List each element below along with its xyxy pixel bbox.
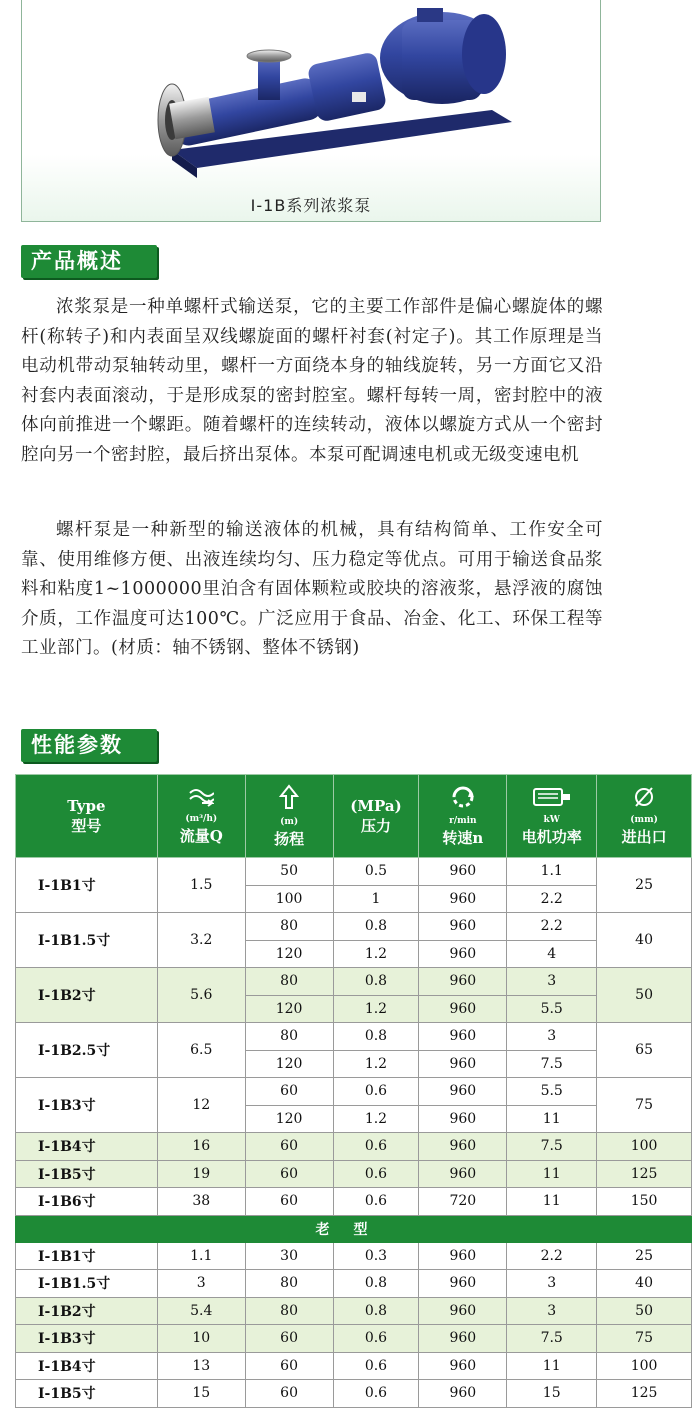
cell-type: I-1B2寸 <box>16 968 158 1023</box>
cell-pressure: 0.6 <box>333 1380 419 1408</box>
cell-flow: 3.2 <box>157 913 245 968</box>
section-title-overview: 产品概述 <box>21 245 157 278</box>
cell-head: 120 <box>245 995 333 1023</box>
cell-pressure: 1.2 <box>333 995 419 1023</box>
overview-paragraph-2: 螺杆泵是一种新型的输送液体的机械，具有结构简单、工作安全可靠、使用维修方便、出液连续均匀、压力稳定等优点。可用于输送食品浆料和粘度1~1000000里泊含有固体颗粒或胶块的溶液浆，悬浮液的腐蚀介质，工作温度可达100℃。广泛应用于食品、冶金、化工、环保工程等工业部门。(材质：轴不锈钢、整体不锈钢) <box>21 520 603 659</box>
rotation-icon <box>448 785 478 809</box>
cell-type: I-1B1寸 <box>16 858 158 913</box>
cell-head: 80 <box>245 1023 333 1051</box>
cell-pressure: 0.6 <box>333 1325 419 1353</box>
cell-power: 15 <box>507 1380 597 1408</box>
cell-head: 100 <box>245 885 333 913</box>
header-flow-unit: (m³/h) <box>185 813 218 824</box>
overview-paragraph-1: 浓浆泵是一种单螺杆式输送泵，它的主要工作部件是偏心螺旋体的螺杆(称转子)和内表面呈双线螺旋面的螺杆衬套(衬定子)。其工作原理是当电动机带动泵轴转动里，螺杆一方面绕本身的轴线旋转，另一方面它又沿衬套内表面滚动，于是形成泵的密封腔室。螺杆每转一周，密封腔中的液体向前推进一个螺距。随着螺杆的连续转动，液体以螺旋方式从一个密封腔向另一个密封腔，最后挤出泵体。本泵可配调速电机或无级变速电机 <box>21 297 603 465</box>
cell-speed: 960 <box>419 1242 507 1270</box>
old-type-divider-row <box>16 1215 692 1242</box>
cell-power: 2.2 <box>507 885 597 913</box>
cell-head: 120 <box>245 940 333 968</box>
cell-pressure: 0.8 <box>333 913 419 941</box>
cell-head: 120 <box>245 1105 333 1133</box>
cell-pressure: 0.6 <box>333 1160 419 1188</box>
cell-speed: 960 <box>419 913 507 941</box>
cell-head: 60 <box>245 1188 333 1216</box>
cell-pressure: 0.6 <box>333 1133 419 1161</box>
cell-head: 80 <box>245 913 333 941</box>
cell-power: 11 <box>507 1188 597 1216</box>
cell-port: 75 <box>597 1078 692 1133</box>
cell-head: 50 <box>245 858 333 886</box>
diameter-icon <box>633 786 655 808</box>
table-row <box>16 913 692 941</box>
cell-type: I-1B6寸 <box>16 1188 158 1216</box>
header-port-unit: (mm) <box>630 814 658 825</box>
cell-flow: 15 <box>157 1380 245 1408</box>
cell-pressure: 1 <box>333 885 419 913</box>
header-speed-unit: r/min <box>449 815 477 826</box>
cell-flow: 5.4 <box>157 1297 245 1325</box>
cell-head: 60 <box>245 1133 333 1161</box>
table-row <box>16 1188 692 1216</box>
cell-head: 80 <box>245 1270 333 1298</box>
table-row <box>16 1380 692 1408</box>
table-row <box>16 1133 692 1161</box>
header-head-unit: (m) <box>280 816 299 827</box>
cell-power: 7.5 <box>507 1133 597 1161</box>
cell-head: 80 <box>245 1297 333 1325</box>
cell-type: I-1B1.5寸 <box>16 913 158 968</box>
cell-pressure: 0.6 <box>333 1188 419 1216</box>
cell-port: 125 <box>597 1160 692 1188</box>
header-type-cn: 型号 <box>71 816 102 835</box>
cell-pressure: 1.2 <box>333 1105 419 1133</box>
cell-head: 30 <box>245 1242 333 1270</box>
cell-flow: 38 <box>157 1188 245 1216</box>
cell-port: 40 <box>597 913 692 968</box>
table-row <box>16 968 692 996</box>
cell-type: I-1B5寸 <box>16 1160 158 1188</box>
cell-power: 4 <box>507 940 597 968</box>
cell-type: I-1B5寸 <box>16 1380 158 1408</box>
cell-power: 2.2 <box>507 1242 597 1270</box>
table-row <box>16 1023 692 1051</box>
cell-power: 3 <box>507 1023 597 1051</box>
cell-head: 60 <box>245 1352 333 1380</box>
cell-power: 11 <box>507 1160 597 1188</box>
motor-icon <box>532 786 572 808</box>
cell-speed: 960 <box>419 885 507 913</box>
pump-illustration <box>22 0 601 222</box>
cell-flow: 10 <box>157 1325 245 1353</box>
cell-head: 60 <box>245 1325 333 1353</box>
header-pressure-label: 压力 <box>360 816 391 835</box>
cell-pressure: 0.3 <box>333 1242 419 1270</box>
cell-flow: 5.6 <box>157 968 245 1023</box>
cell-power: 3 <box>507 1270 597 1298</box>
table-row <box>16 1325 692 1353</box>
cell-port: 50 <box>597 1297 692 1325</box>
cell-type: I-1B2.5寸 <box>16 1023 158 1078</box>
cell-port: 100 <box>597 1352 692 1380</box>
table-row <box>16 1297 692 1325</box>
cell-power: 7.5 <box>507 1050 597 1078</box>
cell-speed: 960 <box>419 1160 507 1188</box>
cell-flow: 1.5 <box>157 858 245 913</box>
cell-speed: 960 <box>419 1105 507 1133</box>
cell-power: 3 <box>507 968 597 996</box>
cell-power: 2.2 <box>507 913 597 941</box>
cell-power: 1.1 <box>507 858 597 886</box>
cell-pressure: 0.8 <box>333 1023 419 1051</box>
cell-port: 25 <box>597 1242 692 1270</box>
header-head-label: 扬程 <box>274 829 305 848</box>
cell-pressure: 0.6 <box>333 1078 419 1106</box>
cell-port: 25 <box>597 858 692 913</box>
cell-power: 7.5 <box>507 1325 597 1353</box>
cell-port: 75 <box>597 1325 692 1353</box>
flow-icon <box>188 787 214 807</box>
cell-pressure: 0.8 <box>333 968 419 996</box>
cell-pressure: 1.2 <box>333 1050 419 1078</box>
header-type <box>16 775 158 858</box>
header-pressure-unit: (MPa) <box>350 796 402 815</box>
old-type-label: 老型 <box>16 1215 692 1242</box>
cell-speed: 960 <box>419 1297 507 1325</box>
cell-head: 120 <box>245 1050 333 1078</box>
cell-pressure: 0.8 <box>333 1270 419 1298</box>
cell-speed: 960 <box>419 1023 507 1051</box>
header-flow-label: 流量Q <box>179 826 223 845</box>
table-row <box>16 858 692 886</box>
cell-speed: 960 <box>419 940 507 968</box>
header-speed <box>419 775 507 858</box>
cell-power: 5.5 <box>507 995 597 1023</box>
cell-speed: 960 <box>419 968 507 996</box>
cell-power: 5.5 <box>507 1078 597 1106</box>
cell-power: 11 <box>507 1105 597 1133</box>
header-port-label: 进出口 <box>621 827 667 846</box>
cell-type: I-1B2寸 <box>16 1297 158 1325</box>
header-pressure <box>333 775 419 858</box>
cell-head: 60 <box>245 1380 333 1408</box>
cell-flow: 16 <box>157 1133 245 1161</box>
cell-speed: 960 <box>419 1050 507 1078</box>
section-title-params: 性能参数 <box>21 729 157 762</box>
cell-type: I-1B1寸 <box>16 1242 158 1270</box>
product-image-frame <box>21 0 601 222</box>
cell-flow: 13 <box>157 1352 245 1380</box>
cell-power: 11 <box>507 1352 597 1380</box>
cell-speed: 960 <box>419 1078 507 1106</box>
header-flow <box>157 775 245 858</box>
cell-type: I-1B1.5寸 <box>16 1270 158 1298</box>
header-head <box>245 775 333 858</box>
cell-flow: 12 <box>157 1078 245 1133</box>
cell-flow: 3 <box>157 1270 245 1298</box>
table-row <box>16 1242 692 1270</box>
cell-speed: 960 <box>419 858 507 886</box>
cell-speed: 960 <box>419 1352 507 1380</box>
header-speed-label: 转速n <box>442 828 484 847</box>
cell-head: 80 <box>245 968 333 996</box>
cell-port: 100 <box>597 1133 692 1161</box>
cell-port: 125 <box>597 1380 692 1408</box>
cell-pressure: 0.5 <box>333 858 419 886</box>
cell-type: I-1B4寸 <box>16 1133 158 1161</box>
cell-flow: 6.5 <box>157 1023 245 1078</box>
cell-port: 65 <box>597 1023 692 1078</box>
table-row <box>16 1352 692 1380</box>
cell-type: I-1B3寸 <box>16 1078 158 1133</box>
cell-pressure: 0.8 <box>333 1297 419 1325</box>
table-row <box>16 1160 692 1188</box>
header-power <box>507 775 597 858</box>
header-type-en: Type <box>67 796 106 815</box>
cell-speed: 960 <box>419 995 507 1023</box>
cell-port: 40 <box>597 1270 692 1298</box>
spec-table-body <box>16 858 692 1408</box>
spec-table-header-row <box>16 775 692 858</box>
cell-power: 3 <box>507 1297 597 1325</box>
cell-flow: 19 <box>157 1160 245 1188</box>
header-power-label: 电机功率 <box>521 827 582 846</box>
product-caption: I-1B系列浓浆泵 <box>250 196 372 215</box>
cell-port: 50 <box>597 968 692 1023</box>
cell-type: I-1B4寸 <box>16 1352 158 1380</box>
spec-table <box>15 774 692 1408</box>
head-arrow-icon <box>279 784 299 810</box>
table-row <box>16 1078 692 1106</box>
cell-head: 60 <box>245 1078 333 1106</box>
table-row <box>16 1270 692 1298</box>
cell-type: I-1B3寸 <box>16 1325 158 1353</box>
cell-speed: 720 <box>419 1188 507 1216</box>
cell-flow: 1.1 <box>157 1242 245 1270</box>
cell-port: 150 <box>597 1188 692 1216</box>
cell-head: 60 <box>245 1160 333 1188</box>
cell-speed: 960 <box>419 1325 507 1353</box>
cell-speed: 960 <box>419 1133 507 1161</box>
cell-pressure: 1.2 <box>333 940 419 968</box>
cell-speed: 960 <box>419 1380 507 1408</box>
header-port <box>597 775 692 858</box>
cell-speed: 960 <box>419 1270 507 1298</box>
header-power-unit: kW <box>543 814 560 825</box>
cell-pressure: 0.6 <box>333 1352 419 1380</box>
